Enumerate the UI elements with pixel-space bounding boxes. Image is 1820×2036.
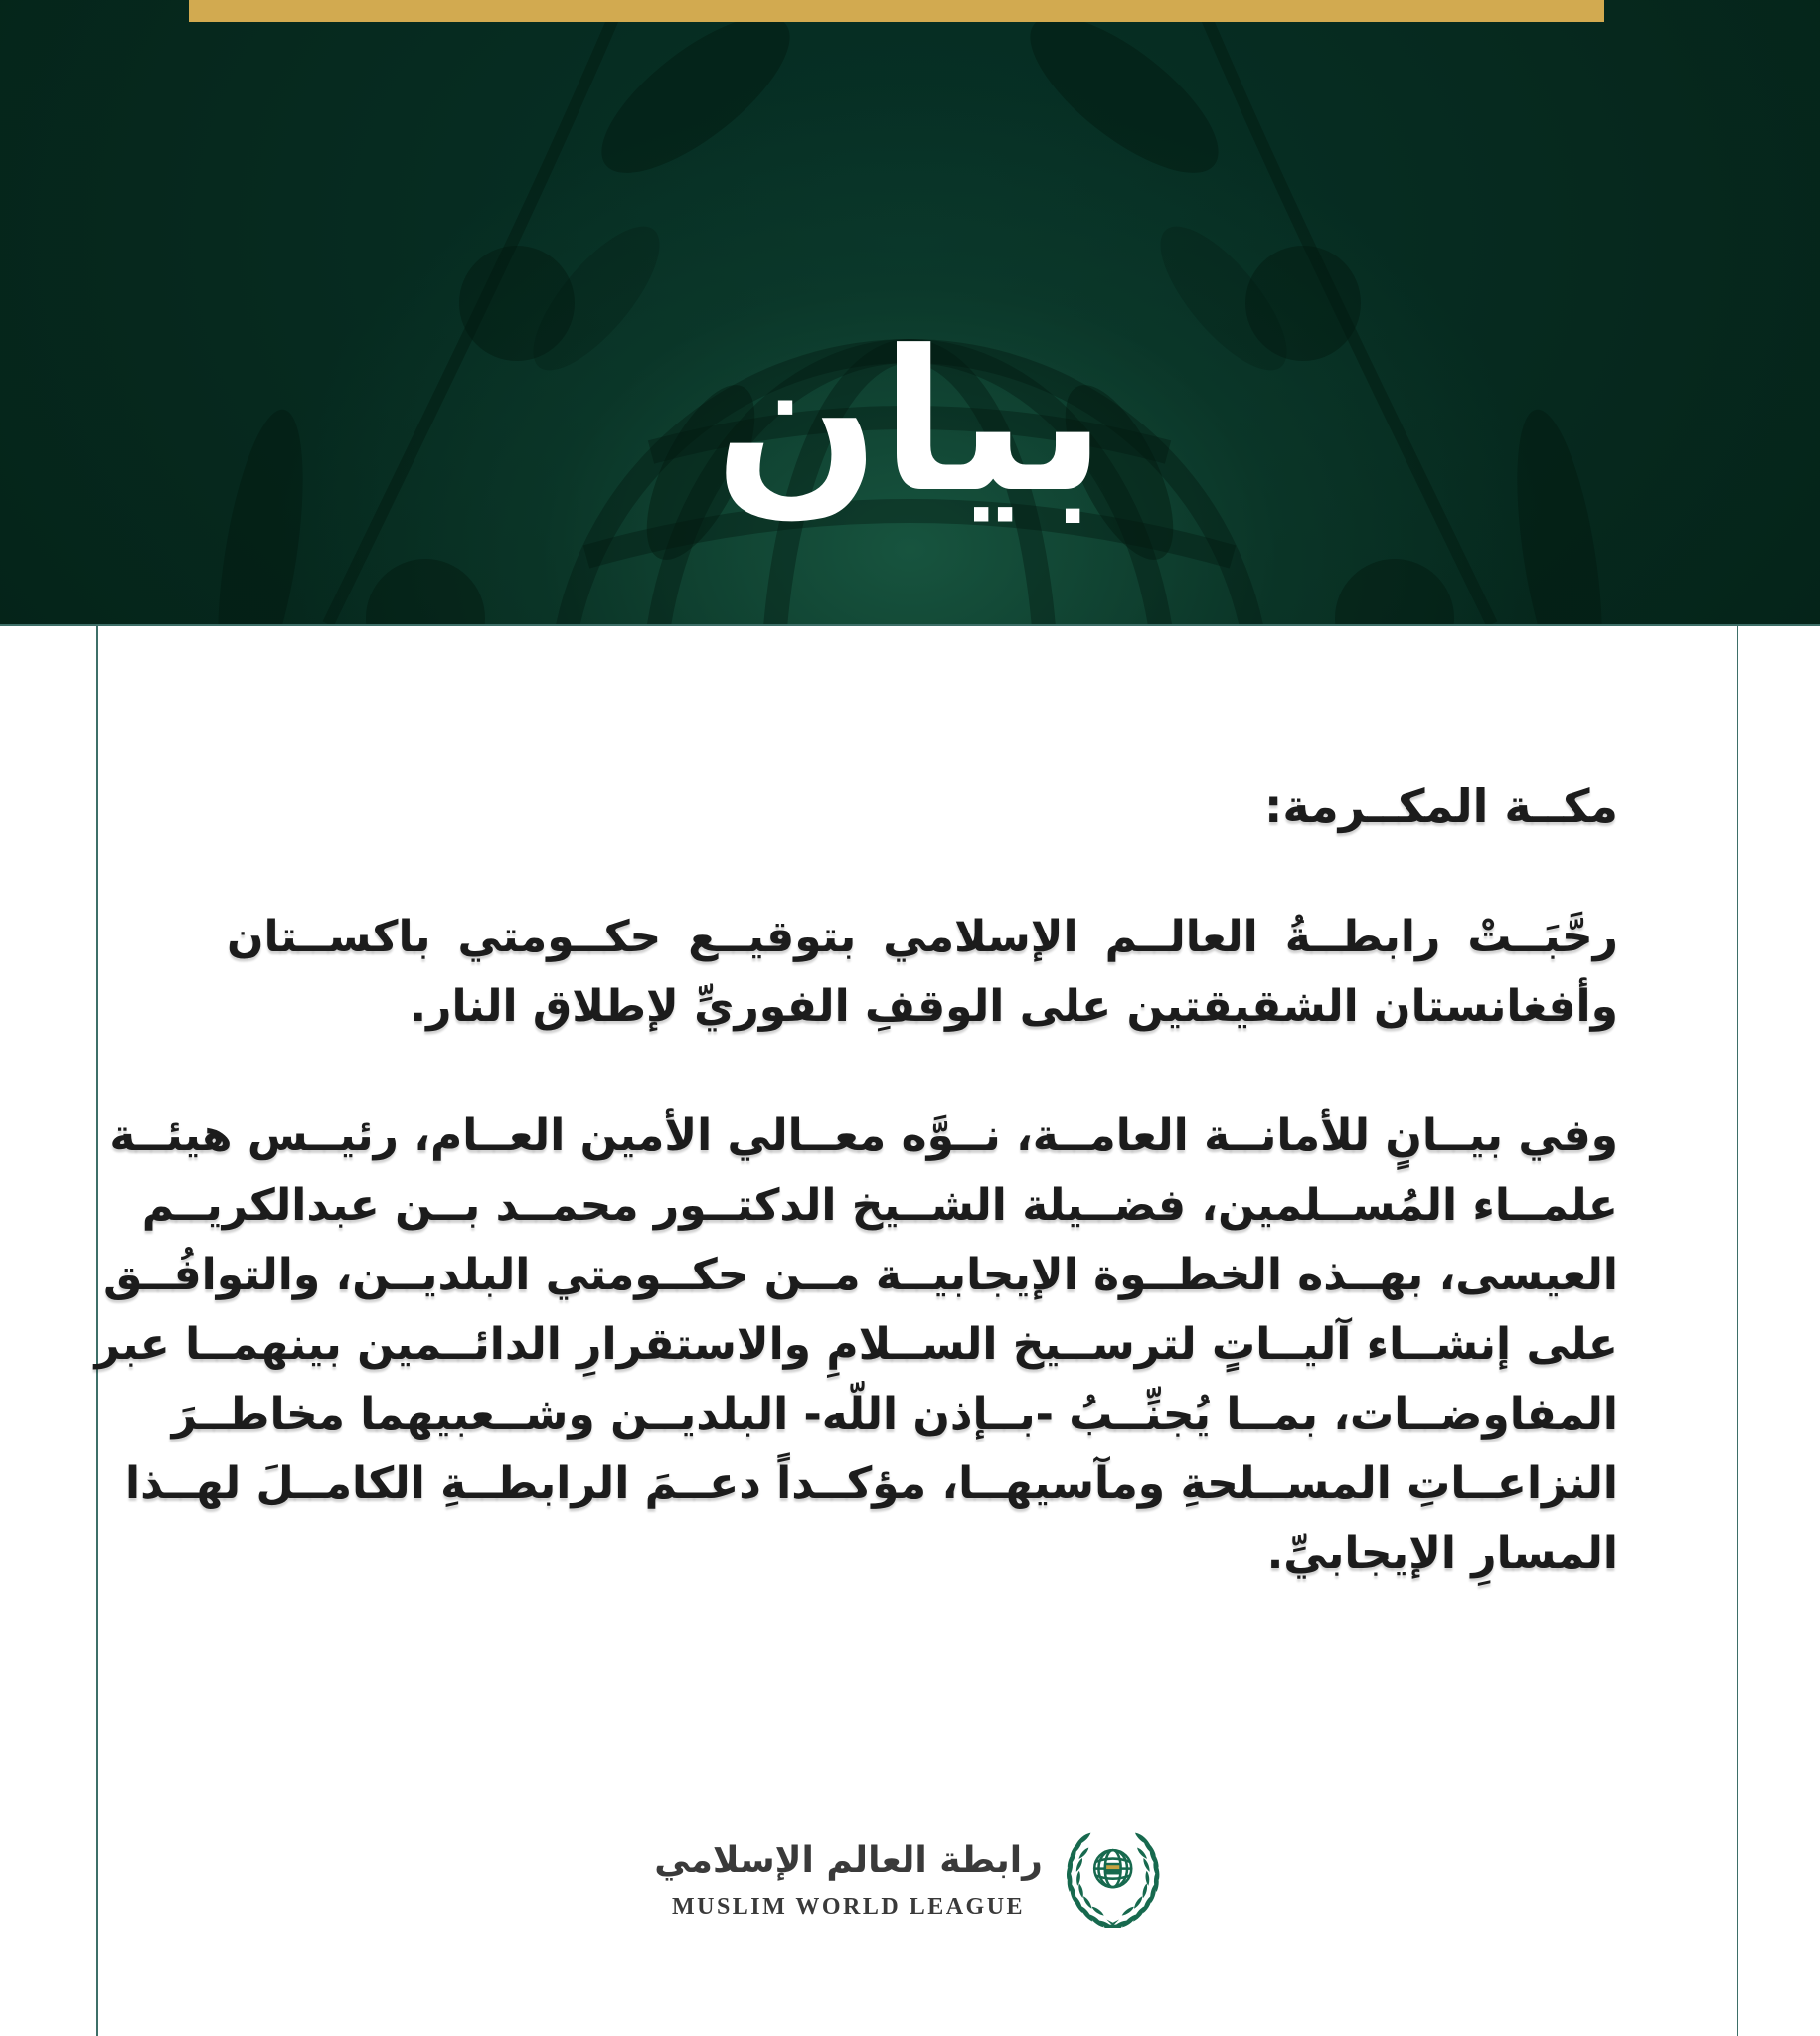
mwl-arabic-calligraphy: رابطة العالم الإسلامي [654,1839,1043,1881]
kaaba-icon [1105,1863,1120,1875]
text-line: النزاعــاتِ المســلحةِ ومآسيهــا، مؤكــداً دعــمَ الرابطــةِ الكامــلَ لهــذا [125,1458,1618,1509]
mwl-english-name: MUSLIM WORLD LEAGUE [671,1893,1026,1920]
text-line: علمــاء المُســلمين، فضــيلة الشــيخ الدكتــور محمــد بــن عبدالكريــم [141,1180,1618,1231]
text-line: وأفغانستان الشقيقتين على الوقفِ الفوريِّ لإطلاق النار. [410,981,1618,1032]
mwl-emblem-icon [1061,1822,1166,1928]
paragraph-2 [94,1102,1618,1589]
text-line: العيسى، بهــذه الخطــوة الإيجابيــة مــن حكــومتي البلديــن، والتوافُــق [103,1250,1618,1300]
logo-text-block [654,1830,1043,1921]
paragraph-1 [227,903,1618,1042]
text-line: على إنشــاء آليــاتٍ لترســيخ الســلامِ والاستقرارِ الدائــمين بينهمــا عبر [94,1319,1618,1370]
location-heading: مكــة المكــرمة: [1263,779,1618,833]
text-line: وفي بيــانٍ للأمانــة العامــة، نــوَّه معــالي الأمين العــام، رئيــس هيئــة [109,1110,1618,1161]
text-line: رحَّبَــتْ رابطــةُ العالــم الإسلامي بتوقيــع حكــومتي باكســتان [227,912,1618,962]
text-line: المسارِ الإيجابيِّ. [1266,1528,1618,1579]
mwl-logo [654,1822,1166,1928]
statement-title-calligraphy: بيان [714,309,1106,536]
text-line: المفاوضــات، بمــا يُجنِّــبُ -بــإذن اللّه- البلديــن وشــعبيهما مخاطــرَ [171,1389,1618,1440]
